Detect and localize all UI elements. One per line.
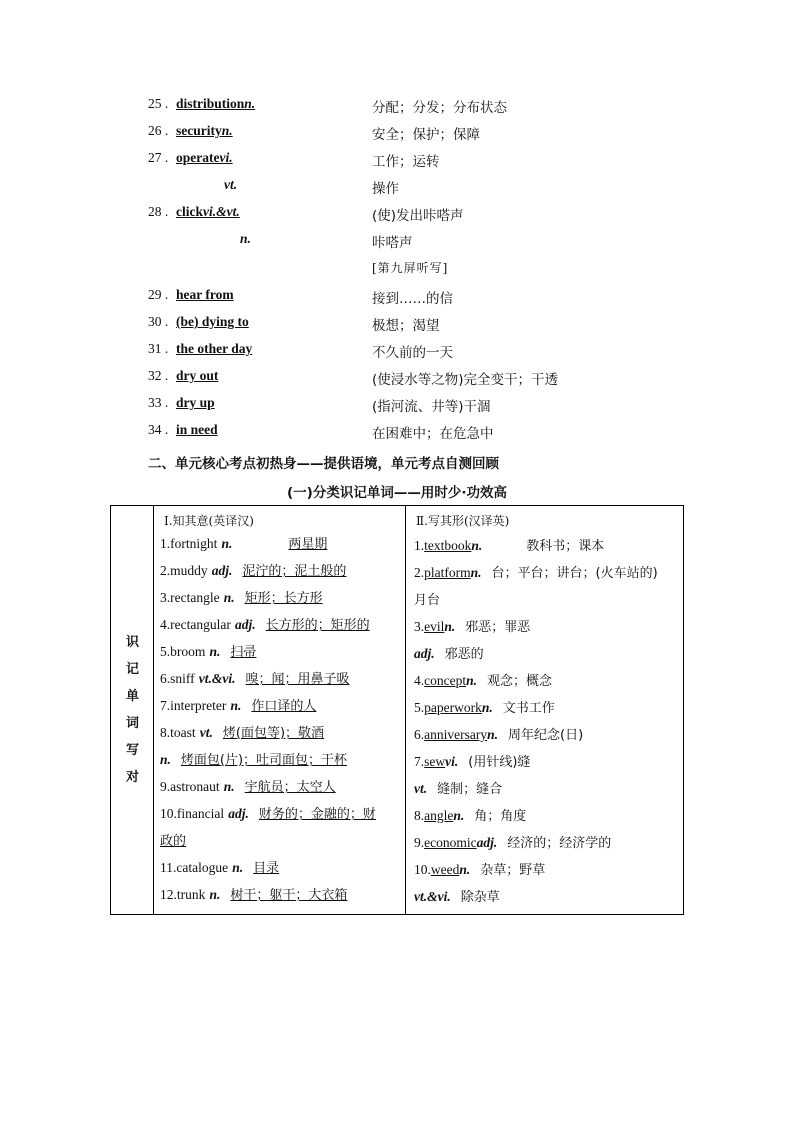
vocab-row: [0, 254, 794, 281]
vocab-item: 8.anglen. 角；角度: [414, 808, 527, 824]
vocab-row: [0, 391, 794, 418]
vocab-item: 9.astronaut n. 宇航员；太空人: [160, 779, 336, 795]
vocab-item: 7.sewvi. (用针线)缝: [414, 754, 531, 770]
vocab-row: [0, 173, 794, 200]
vocab-item-continued: 政的: [160, 834, 187, 849]
dictation-note: [第九屏听写]: [372, 261, 449, 275]
vocab-item: 8.toast vt. 烤(面包等)；敬酒: [160, 725, 325, 741]
vocab-item: 10.weedn. 杂草；野草: [414, 862, 546, 878]
side-char: 单: [125, 689, 139, 704]
vocab-item: vt.&vi. 除杂草: [414, 889, 500, 905]
vocab-pos: vt.: [224, 177, 238, 192]
vocab-item: 6.sniff vt.&vi. 嗅；闻；用鼻子吸: [160, 671, 350, 687]
column-heading: Ⅱ.写其形(汉译英): [416, 514, 510, 528]
vocab-phrase: the other day: [176, 341, 253, 356]
vocab-number: 25 .: [148, 96, 169, 111]
table-side-label: [111, 506, 154, 914]
vocab-item: adj. 邪恶的: [414, 646, 484, 662]
vocab-row: [0, 364, 794, 391]
side-char: 对: [125, 770, 139, 785]
side-char: 识: [125, 635, 139, 650]
vocab-item: 4.rectangular adj. 长方形的；矩形的: [160, 617, 370, 633]
vocab-meaning: 安全；保护；保障: [372, 127, 480, 143]
vocab-number: 26 .: [148, 123, 169, 138]
vocab-item-continued: 月台: [414, 593, 441, 608]
vocab-number: 33 .: [148, 395, 169, 410]
vocab-item: 2.muddy adj. 泥泞的；泥土般的: [160, 563, 347, 579]
vocab-item: 12.trunk n. 树干；躯干；大衣箱: [160, 887, 348, 903]
vocab-number: 30 .: [148, 314, 169, 329]
vocab-item: 10.financial adj. 财务的；金融的；财: [160, 806, 376, 822]
vocab-item: 1.textbookn. 教科书；课本: [414, 538, 605, 554]
vocab-meaning: 分配；分发；分布状态: [372, 100, 507, 116]
vocab-row: [0, 227, 794, 254]
vocab-meaning: 极想；渴望: [372, 318, 440, 334]
vocab-row: [0, 337, 794, 364]
side-char: 写: [125, 743, 139, 758]
vocab-word: clickvi.&vt.: [176, 204, 240, 219]
vocab-phrase: dry out: [176, 368, 219, 383]
vocab-meaning: (使)发出咔嗒声: [372, 208, 464, 224]
vocab-item: 6.anniversaryn. 周年纪念(日): [414, 727, 584, 743]
vocab-meaning: 咔嗒声: [372, 235, 413, 251]
vocab-number: 28 .: [148, 204, 169, 219]
vocab-meaning: 接到……的信: [372, 291, 453, 307]
vocab-number: 29 .: [148, 287, 169, 302]
vocab-item: 2.platformn. 台；平台；讲台；(火车站的): [414, 565, 658, 581]
vocab-meaning: 不久前的一天: [372, 345, 453, 361]
vocab-item: 9.economicadj. 经济的；经济学的: [414, 835, 612, 851]
vocab-phrase: dry up: [176, 395, 215, 410]
vocab-row: [0, 310, 794, 337]
zh-to-en-column: [406, 506, 685, 914]
vocab-item: 4.conceptn. 观念；概念: [414, 673, 553, 689]
vocab-phrase: hear from: [176, 287, 234, 302]
vocab-meaning: 操作: [372, 181, 399, 197]
vocab-table: [110, 505, 684, 915]
vocab-item: 3.eviln. 邪恶；罪恶: [414, 619, 531, 635]
vocab-row: [0, 92, 794, 119]
vocab-number: 34 .: [148, 422, 169, 437]
vocab-pos: n.: [240, 231, 251, 246]
vocab-row: [0, 200, 794, 227]
vocab-pos: vi.: [219, 150, 233, 165]
vocab-row: [0, 146, 794, 173]
vocab-item: n. 烤面包(片)；吐司面包；干杯: [160, 752, 348, 768]
vocab-item: 5.broom n. 扫帚: [160, 644, 257, 660]
vocab-row: [0, 418, 794, 445]
vocab-item: 1.fortnight n. 两星期: [160, 536, 328, 552]
section-heading: 二、单元核心考点初热身——提供语境，单元考点自测回顾: [148, 456, 499, 472]
vocab-meaning: 工作；运转: [372, 154, 440, 170]
vocab-meaning: (使浸水等之物)完全变干；干透: [372, 372, 559, 388]
side-char: 记: [125, 662, 139, 677]
vocab-meaning: (指河流、井等)干涸: [372, 399, 491, 415]
side-char: 词: [125, 716, 139, 731]
column-heading: Ⅰ.知其意(英译汉): [164, 514, 254, 528]
vocab-item: 7.interpreter n. 作口译的人: [160, 698, 317, 714]
vocab-phrase: (be) dying to: [176, 314, 249, 329]
vocab-word: operatevi.: [176, 150, 233, 165]
vocab-item: 11.catalogue n. 目录: [160, 860, 280, 876]
vocab-word: distributionn.: [176, 96, 256, 111]
vocab-number: 32 .: [148, 368, 169, 383]
vocab-word: securityn.: [176, 123, 233, 138]
vocab-item: 3.rectangle n. 矩形；长方形: [160, 590, 323, 606]
vocab-pos: n.: [244, 96, 256, 111]
vocab-item: 5.paperworkn. 文书工作: [414, 700, 555, 716]
vocab-row: [0, 119, 794, 146]
en-to-zh-column: [154, 506, 406, 914]
vocab-pos: n.: [221, 123, 233, 138]
vocab-row: [0, 283, 794, 310]
section-subheading: (一)分类识记单词——用时少·功效高: [287, 485, 507, 501]
vocab-phrase: in need: [176, 422, 218, 437]
vocab-number: 27 .: [148, 150, 169, 165]
vocab-pos: vi.&vt.: [203, 204, 240, 219]
vocab-number: 31 .: [148, 341, 169, 356]
vocab-item: vt. 缝制；缝合: [414, 781, 503, 797]
vocab-meaning: 在困难中；在危急中: [372, 426, 494, 442]
